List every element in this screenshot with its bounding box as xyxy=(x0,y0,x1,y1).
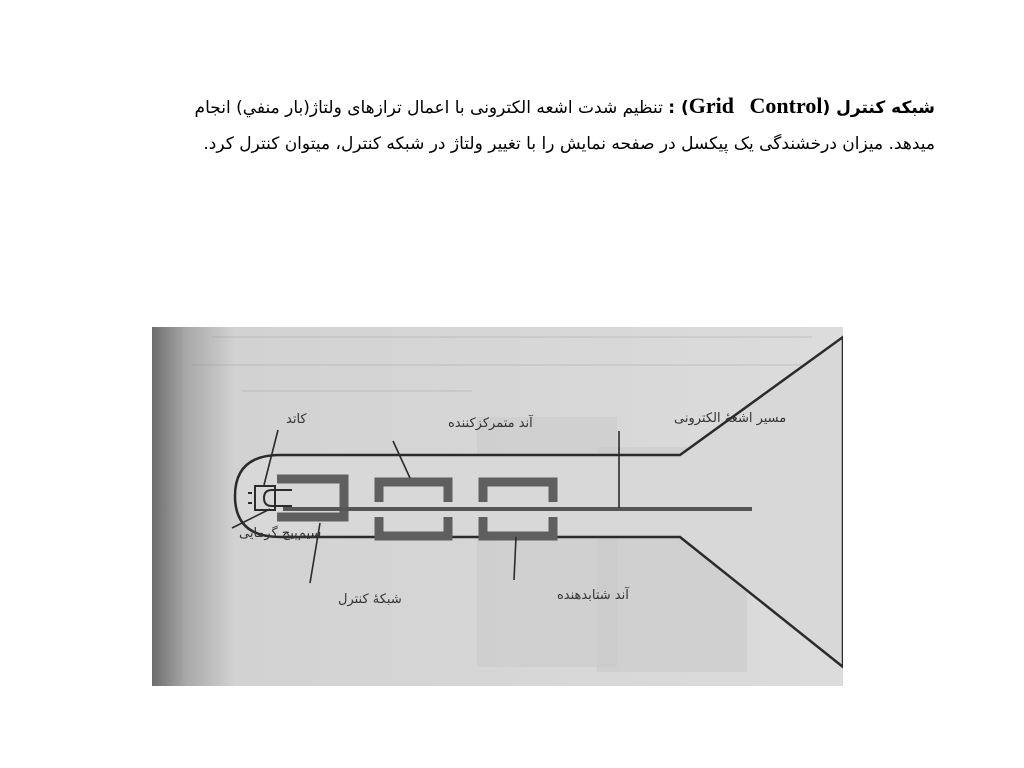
paragraph xyxy=(60,88,935,162)
beam-path-label: مسیر اشعهٔ الکترونی xyxy=(674,411,787,426)
control-grid-label: شبکهٔ کنترل xyxy=(338,592,402,607)
cathode-label: کاتد xyxy=(286,412,307,427)
heater-coil-label: سیم‌پیچ گرمایی xyxy=(239,526,322,541)
accelerating-anode-label: آند شتابدهنده xyxy=(557,588,629,603)
term-latin: Grid Control xyxy=(688,93,823,118)
definition-line-1: تنظیم شدت اشعه الکترونی با اعمال ترازهای ولتاژ(بار منفي) انجام xyxy=(194,98,663,118)
paragraph-line-1 xyxy=(60,88,935,126)
term-close: ) : xyxy=(668,98,689,118)
crt-diagram xyxy=(152,327,843,686)
definition-line-2: میدهد. میزان درخشندگی یک پیکسل در صفحه نمایش را با تغییر ولتاژ در شبکه کنترل، میتوان کنترل کرد. xyxy=(203,134,935,154)
crt-diagram-svg xyxy=(152,327,843,686)
focusing-anode-label: آند متمرکزکننده xyxy=(448,416,533,431)
term-label: شبکه کنترل ( xyxy=(822,98,935,118)
